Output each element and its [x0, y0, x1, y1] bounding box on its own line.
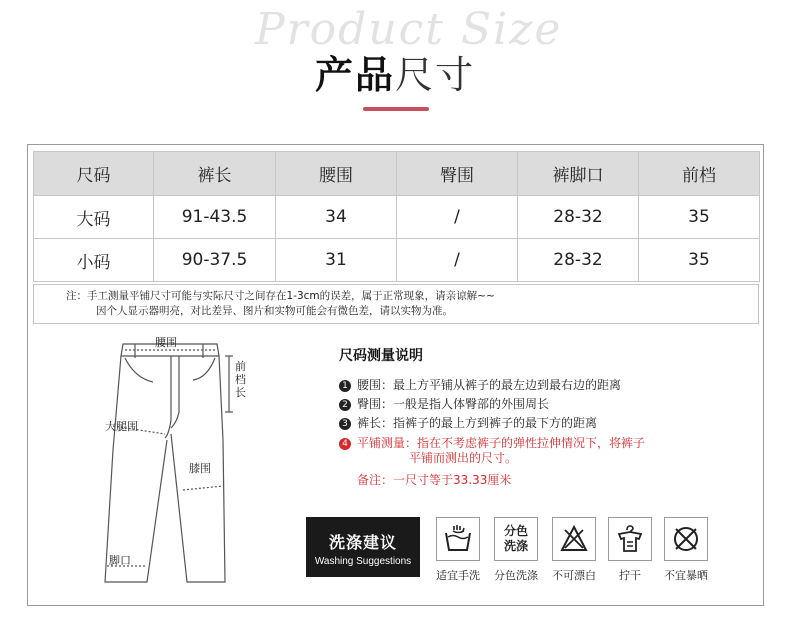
size-table	[33, 151, 760, 282]
separate-wash-icon-text: 分色洗涤	[503, 524, 528, 553]
page-title	[0, 44, 790, 99]
guide-text: 臀围：一般是指人体臀部的外围周长	[357, 397, 550, 411]
waist-label: 腰围	[155, 336, 177, 349]
column-header: 裤脚口	[518, 152, 639, 196]
table-cell: 28-32	[518, 239, 639, 282]
product-size-watermark: Product Size	[255, 4, 563, 55]
separate-wash-icon	[494, 517, 538, 561]
guide-item-continuation: 平铺而测出的尺寸。	[409, 451, 518, 465]
note-line-1: 注：手工测量平铺尺寸可能与实际尺寸之间存在1-3cm的误差，属于正常现象，请亲谅解~~	[66, 290, 495, 302]
care-item	[429, 517, 487, 583]
title-light: 尺寸	[395, 53, 476, 97]
column-header: 腰围	[276, 152, 397, 196]
title-underline	[363, 107, 429, 111]
washing-title-cn: 洗涤建议	[328, 533, 397, 552]
care-item	[601, 517, 659, 583]
front-rise-label: 前档长	[235, 360, 246, 399]
guide-number: 4	[339, 438, 351, 450]
title-bold: 产品	[314, 53, 395, 97]
no-sun-dry-icon	[664, 517, 708, 561]
guide-number: 3	[339, 418, 351, 430]
column-header: 裤长	[154, 152, 276, 196]
table-cell: /	[397, 239, 518, 282]
care-label: 拧干	[619, 569, 641, 582]
hem-label: 脚口	[109, 554, 131, 567]
care-item	[545, 517, 603, 583]
washing-suggestions-badge	[306, 517, 420, 577]
size-table-header	[34, 152, 760, 196]
table-row	[34, 196, 760, 239]
guide-remark: 备注：一尺寸等于33.33厘米	[357, 473, 512, 487]
guide-text: 裤长：指裤子的最上方到裤子的最下方的距离	[357, 416, 598, 430]
table-cell: 35	[639, 196, 760, 239]
column-header: 前档	[639, 152, 760, 196]
table-cell: 小码	[34, 239, 154, 282]
guide-item	[339, 376, 621, 393]
measurement-note	[33, 284, 759, 324]
no-bleach-icon	[552, 517, 596, 561]
guide-text: 腰围：最上方平铺从裤子的最左边到最右边的距离	[357, 378, 622, 392]
care-item	[487, 517, 545, 583]
hand-wash-icon	[436, 517, 480, 561]
table-cell: 91-43.5	[154, 196, 276, 239]
guide-title: 尺码测量说明	[339, 348, 423, 364]
column-header: 臀围	[397, 152, 518, 196]
care-label: 分色洗涤	[494, 569, 538, 582]
guide-item	[339, 414, 597, 431]
table-cell: 大码	[34, 196, 154, 239]
guide-number: 2	[339, 399, 351, 411]
hang-dry-icon	[608, 517, 652, 561]
table-cell: 31	[276, 239, 397, 282]
guide-number: 1	[339, 380, 351, 392]
washing-title-en: Washing Suggestions	[314, 556, 412, 567]
guide-item	[339, 395, 549, 412]
note-line-2: 因个人显示器明亮，对比差异、图片和实物可能会有微色差，请以实物为准。	[96, 305, 453, 317]
table-row	[34, 239, 760, 282]
table-cell: 34	[276, 196, 397, 239]
care-label: 不宜暴晒	[664, 569, 708, 582]
care-label: 适宜手洗	[436, 569, 480, 582]
care-label: 不可漂白	[552, 569, 596, 582]
table-cell: 28-32	[518, 196, 639, 239]
knee-label: 膝围	[189, 462, 211, 475]
thigh-label: 大腿围	[105, 420, 138, 433]
table-cell: /	[397, 196, 518, 239]
table-cell: 35	[639, 239, 760, 282]
table-cell: 90-37.5	[154, 239, 276, 282]
column-header: 尺码	[34, 152, 154, 196]
pants-diagram	[95, 330, 265, 590]
guide-text: 平铺测量：指在不考虑裤子的弹性拉伸情况下，将裤子	[357, 436, 646, 450]
care-item	[657, 517, 715, 583]
